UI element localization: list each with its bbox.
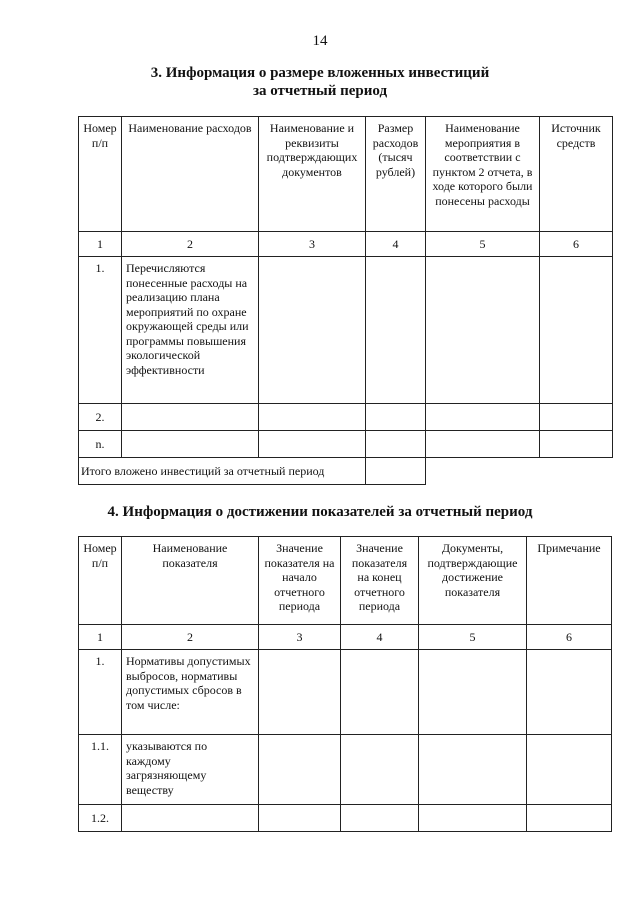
- empty-cell: [527, 650, 612, 735]
- table-row: [79, 257, 613, 404]
- table-header-row: [79, 117, 613, 232]
- total-value-cell: [366, 458, 426, 485]
- column-number-row: [79, 232, 613, 257]
- empty-cell: [426, 404, 540, 431]
- column-header: Наименование и реквизиты подтверждающих документов: [259, 117, 366, 232]
- column-number: 6: [540, 232, 613, 257]
- column-header: Примечание: [527, 537, 612, 625]
- column-header: Номер п/п: [79, 537, 122, 625]
- row-number: 1.: [79, 257, 122, 404]
- table-row: [79, 650, 612, 735]
- column-header: Значение показателя на начало отчетного периода: [259, 537, 341, 625]
- empty-cell: [419, 735, 527, 805]
- section3-title-line2: за отчетный период: [252, 83, 388, 99]
- row-name: Перечисляются понесенные расходы на реализацию плана мероприятий по охране окружающей среды или программы повышения экологической эффективности: [122, 257, 259, 404]
- column-header: Размер расходов (тысяч рублей): [366, 117, 426, 232]
- row-name: Нормативы допустимых выбросов, нормативы допустимых сбросов в том числе:: [122, 650, 259, 735]
- empty-cell: [426, 257, 540, 404]
- empty-cell: [259, 257, 366, 404]
- empty-cell: [259, 404, 366, 431]
- column-number: 3: [259, 232, 366, 257]
- total-label: Итого вложено инвестиций за отчетный период: [79, 458, 366, 485]
- empty-cell: [419, 805, 527, 832]
- section3-title: [0, 64, 640, 100]
- column-header: Значение показателя на конец отчетного периода: [341, 537, 419, 625]
- column-number-row: [79, 625, 612, 650]
- empty-cell: [527, 735, 612, 805]
- column-number: 5: [426, 232, 540, 257]
- empty-cell: [366, 404, 426, 431]
- empty-cell: [527, 805, 612, 832]
- column-number: 3: [259, 625, 341, 650]
- empty-cell: [259, 805, 341, 832]
- column-header: Наименование показателя: [122, 537, 259, 625]
- row-name: указываются по каждому загрязняющему веществу: [122, 735, 259, 805]
- column-header: Документы, подтверждающие достижение показателя: [419, 537, 527, 625]
- empty-cell: [341, 805, 419, 832]
- column-number: 1: [79, 232, 122, 257]
- column-number: 2: [122, 625, 259, 650]
- column-header: Источник средств: [540, 117, 613, 232]
- empty-cell: [341, 735, 419, 805]
- total-row: [79, 458, 613, 485]
- empty-cell: [540, 257, 613, 404]
- column-header: Номер п/п: [79, 117, 122, 232]
- empty-cell: [259, 431, 366, 458]
- empty-cell: [366, 257, 426, 404]
- empty-cell: [540, 431, 613, 458]
- empty-cell: [259, 650, 341, 735]
- row-number: 1.: [79, 650, 122, 735]
- table-row: [79, 431, 613, 458]
- page-number: 14: [312, 33, 328, 49]
- column-number: 4: [366, 232, 426, 257]
- empty-cell: [341, 650, 419, 735]
- empty-cell: [366, 431, 426, 458]
- empty-cell: [426, 431, 540, 458]
- column-number: 1: [79, 625, 122, 650]
- column-number: 6: [527, 625, 612, 650]
- row-number: 1.2.: [79, 805, 122, 832]
- row-number: n.: [79, 431, 122, 458]
- empty-cell: [419, 650, 527, 735]
- row-number: 2.: [79, 404, 122, 431]
- table-row: [79, 735, 612, 805]
- investments-table: [78, 116, 613, 485]
- column-number: 5: [419, 625, 527, 650]
- column-number: 2: [122, 232, 259, 257]
- empty-cell: [540, 404, 613, 431]
- column-header: Наименование мероприятия в соответствии с пунктом 2 отчета, в ходе которого были понесены расходы: [426, 117, 540, 232]
- column-number: 4: [341, 625, 419, 650]
- row-name: [122, 404, 259, 431]
- section4-title: 4. Информация о достижении показателей за отчетный период: [107, 504, 533, 520]
- table-row: [79, 805, 612, 832]
- row-name: [122, 431, 259, 458]
- table-header-row: [79, 537, 612, 625]
- row-name: [122, 805, 259, 832]
- table-row: [79, 404, 613, 431]
- row-number: 1.1.: [79, 735, 122, 805]
- indicators-table: [78, 536, 612, 832]
- section3-title-line1: 3. Информация о размере вложенных инвестиций: [150, 65, 490, 81]
- column-header: Наименование расходов: [122, 117, 259, 232]
- empty-cell: [259, 735, 341, 805]
